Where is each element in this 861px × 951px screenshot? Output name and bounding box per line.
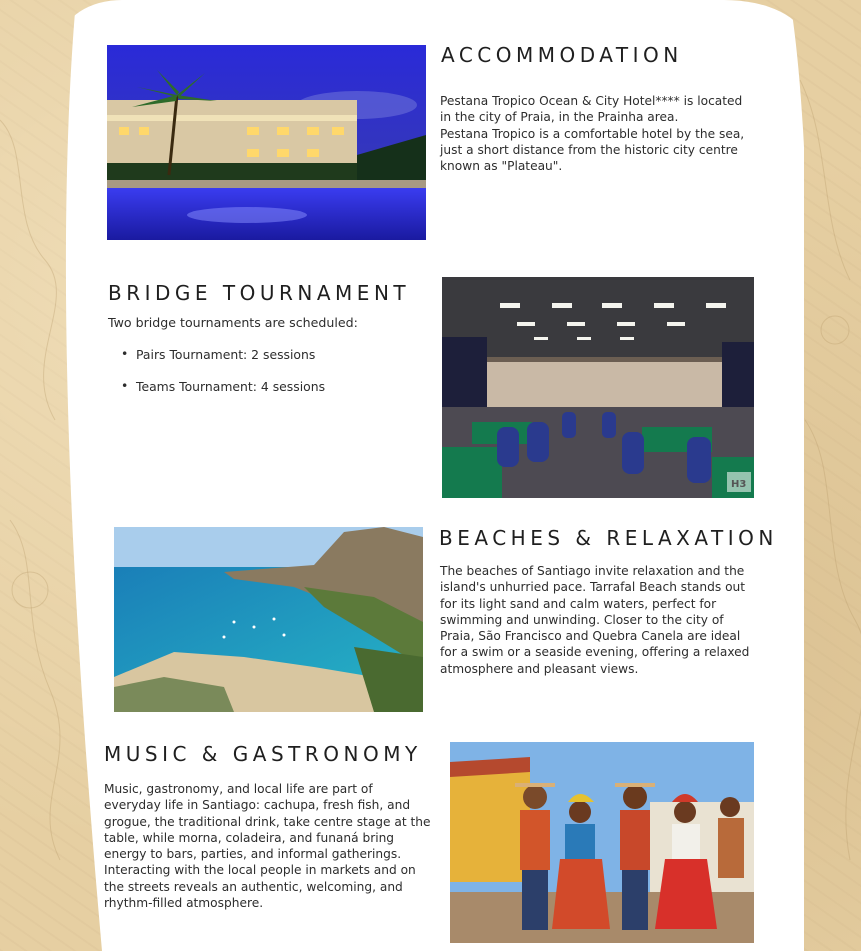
music-title: MUSIC & GASTRONOMY — [104, 742, 422, 766]
accommodation-text — [440, 93, 756, 174]
dancers-photo — [450, 742, 754, 943]
bridge-title: BRIDGE TOURNAMENT — [108, 281, 411, 305]
beaches-title: BEACHES & RELAXATION — [439, 526, 778, 550]
hotel-pool-photo — [107, 45, 426, 240]
accommodation-p1: Pestana Tropico Ocean & City Hotel**** is located in the city of Praia, in the Prainha area. — [440, 94, 743, 125]
tournament-list — [108, 347, 408, 411]
music-text: Music, gastronomy, and local life are part of everyday life in Santiago: cachupa, fresh fish, and grogue, the traditional drink, take centre stage at the table, while morna, coladeira, and funaná bring energy to bars, parties, and informal gatherings. Interacting with the local people in markets and on the streets reveals an authentic, welcoming, and rhythm-filled atmosphere. — [104, 782, 431, 911]
accommodation-title: ACCOMMODATION — [441, 43, 683, 67]
list-item: • Teams Tournament: 4 sessions — [108, 379, 408, 411]
list-item: • Pairs Tournament: 2 sessions — [108, 347, 408, 379]
bridge-intro: Two bridge tournaments are scheduled: — [108, 315, 358, 330]
bay-beach-photo — [114, 527, 423, 712]
hall-watermark: H3 — [731, 479, 747, 490]
conference-hall-photo — [442, 277, 754, 498]
beaches-text: The beaches of Santiago invite relaxation and the island's unhurried pace. Tarrafal Beach stands out for its light sand and calm waters, perfect for swimming and unwinding. Closer to the city of Praia, São Francisco and Quebra Canela are ideal for a swim or a seaside evening, offering a relaxed atmosphere and pleasant views. — [440, 564, 750, 676]
accommodation-p2: Pestana Tropico is a comfortable hotel by the sea, just a short distance from the historic city centre known as "Plateau". — [440, 126, 745, 174]
